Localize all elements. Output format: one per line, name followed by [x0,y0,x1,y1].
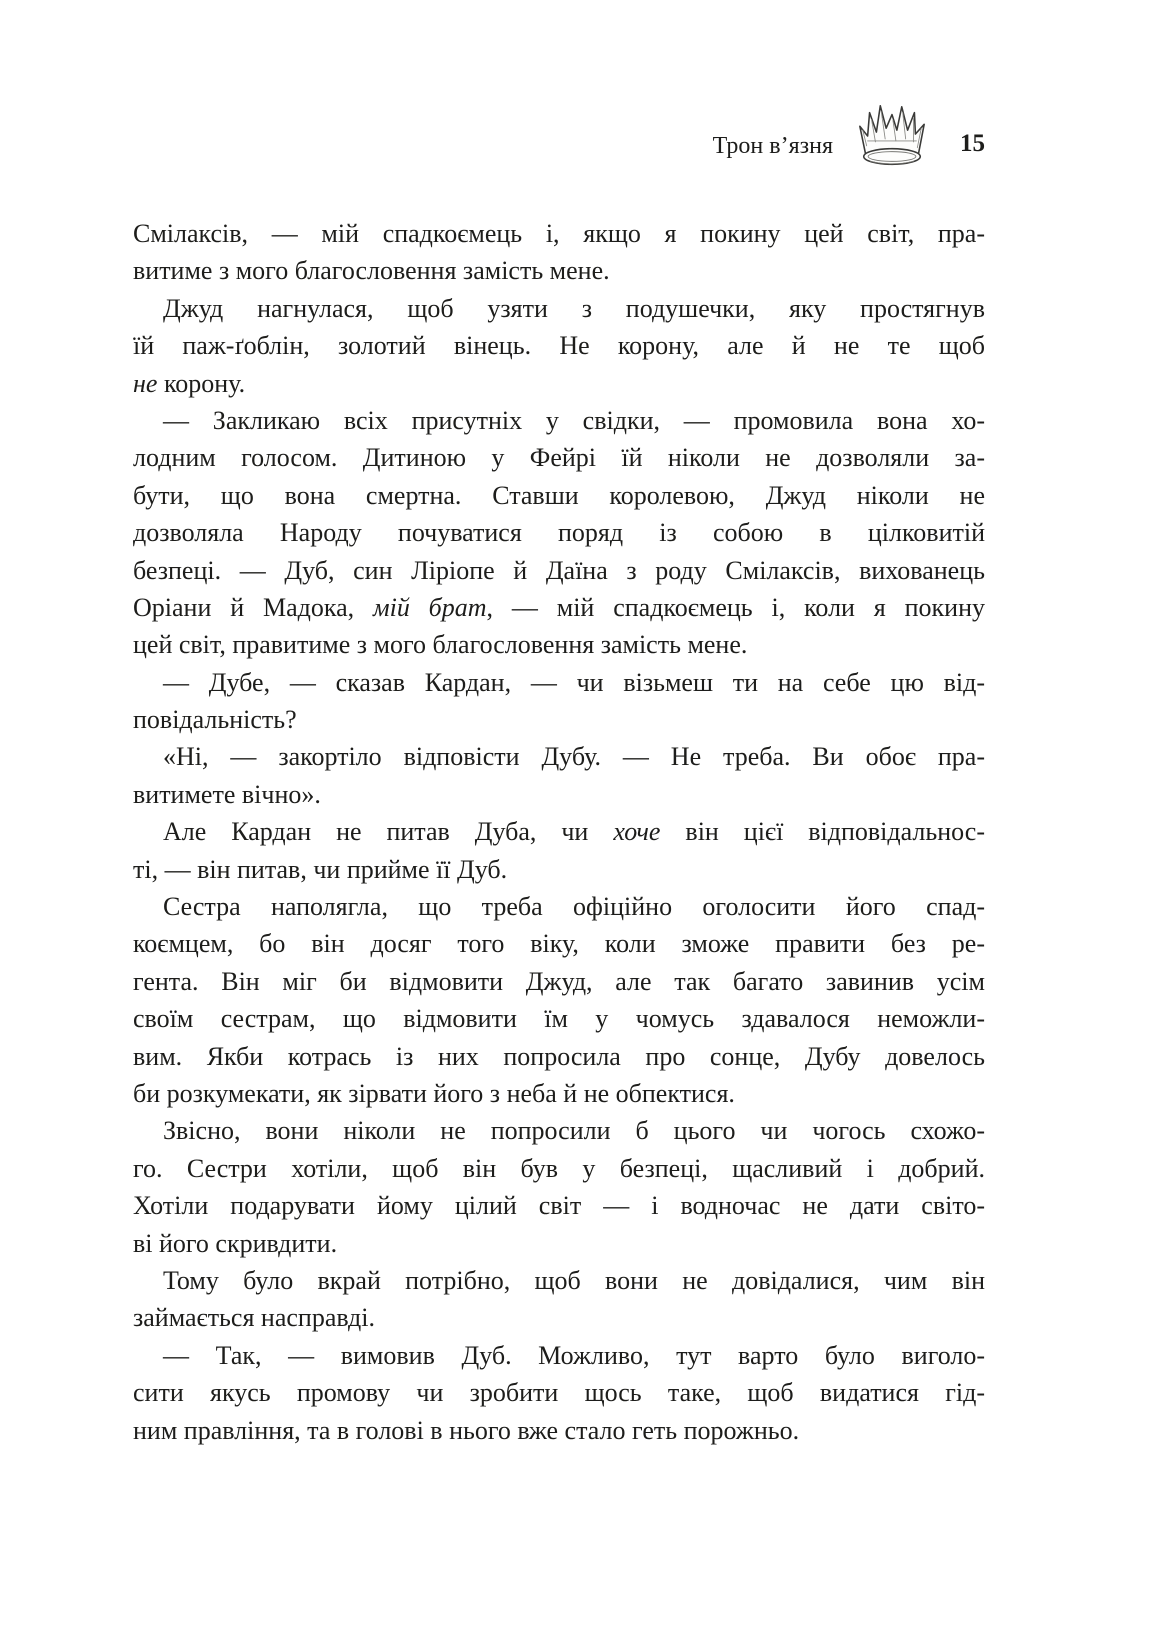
text-segment: коємцем, бо він досяг того віку, коли зможе правити без ре- [133,929,985,959]
text-segment: гента. Він міг би відмовити Джуд, але так багато завинив усім [133,966,985,996]
text-segment: , — мій спадкоємець і, коли я покину [486,592,985,622]
italic-text-segment: мій брат [373,592,487,622]
text-line [133,1225,985,1262]
text-line [133,1038,985,1075]
text-segment: Хотіли подарувати йому цілий світ — і водночас не дати світо- [133,1191,985,1221]
text-segment: Джуд нагнулася, щоб узяти з подушечки, яку простягнув [163,293,985,323]
text-segment: би розкумекати, як зірвати його з неба й не обпектися. [133,1078,735,1108]
text-segment: займається насправді. [133,1303,375,1333]
text-line [133,439,985,476]
text-segment: їй паж-ґоблін, золотий вінець. Не корону, але й не те щоб [133,331,985,361]
text-segment: вим. Якби котрась із них попросила про сонце, Дубу довелось [133,1041,985,1071]
text-line [133,701,985,738]
text-segment: він цієї відповідальнос- [660,817,985,847]
text-line [133,215,985,252]
text-segment: дозволяла Народу почуватися поряд із собою в цілковитій [133,518,985,548]
text-segment: Сестра наполягла, що треба офіційно оголосити його спад- [163,892,985,922]
text-line [133,589,985,626]
italic-text-segment: не [133,368,158,398]
text-segment: го. Сестри хотіли, щоб він був у безпеці, щасливий і добрий. [133,1153,985,1183]
text-line [133,327,985,364]
text-segment: бути, що вона смертна. Ставши королевою, Джуд ніколи не [133,480,985,510]
text-line [133,477,985,514]
text-line [133,664,985,701]
text-segment: корону. [157,368,246,398]
text-line [133,252,985,289]
text-segment: — Дубе, — сказав Кардан, — чи візьмеш ти на себе цю від- [163,667,985,697]
text-segment: — Закликаю всіх присутніх у свідки, — промовила вона хо- [163,405,985,435]
text-line [133,1412,985,1449]
text-line [133,738,985,775]
text-line [133,1337,985,1374]
text-line [133,365,985,402]
running-header [0,0,1166,185]
text-segment: своїм сестрам, що відмовити їм у чомусь здавалося неможли- [133,1004,985,1034]
text-segment: витимете вічно». [133,779,321,809]
text-segment: ті, — він питав, чи прийме її Дуб. [133,854,508,884]
text-line [133,290,985,327]
text-line [133,1112,985,1149]
text-line [133,1187,985,1224]
text-segment: Оріани й Мадока, [133,592,374,622]
text-line [133,514,985,551]
page-number: 15 [960,130,985,157]
text-segment: лодним голосом. Дитиною у Фейрі їй ніколи не дозволяли за- [133,443,985,473]
text-line [133,1000,985,1037]
text-segment: Але Кардан не питав Дуба, чи [163,817,614,847]
text-segment: Тому було вкрай потрібно, щоб вони не довідалися, чим він [163,1265,985,1295]
text-line [133,1150,985,1187]
text-line [133,888,985,925]
text-line [133,963,985,1000]
text-line [133,626,985,663]
text-segment: ві його скривдити. [133,1228,338,1258]
text-line [133,1374,985,1411]
text-line [133,813,985,850]
text-segment: Звісно, вони ніколи не попросили б цього чи чогось схожо- [163,1116,985,1146]
text-segment: — Так, — вимовив Дуб. Можливо, тут варто було виголо- [163,1340,985,1370]
text-line [133,1299,985,1336]
crown-icon [853,101,931,173]
text-line [133,776,985,813]
text-segment: повідальність? [133,705,297,735]
text-line [133,1075,985,1112]
text-segment: витиме з мого благословення замість мене. [133,256,610,286]
text-segment: безпеці. — Дуб, син Ліріопе й Даїна з роду Смілаксів, вихованець [133,555,985,585]
text-segment: сити якусь промову чи зробити щось таке, щоб видатися гід- [133,1378,985,1408]
text-segment: цей світ, правитиме з мого благословення замість мене. [133,630,748,660]
text-line [133,851,985,888]
text-line [133,552,985,589]
text-line [133,925,985,962]
text-segment: Смілаксів, — мій спадкоємець і, якщо я покину цей світ, пра- [133,219,985,248]
text-line [133,1262,985,1299]
body-text [133,215,985,1449]
text-line [133,402,985,439]
text-segment: ним правління, та в голові в нього вже стало геть порожньо. [133,1415,800,1445]
running-title: Трон в’язня [712,133,833,159]
italic-text-segment: хоче [613,817,661,847]
text-segment: «Ні, — закортіло відповісти Дубу. — Не треба. Ви обоє пра- [163,742,985,772]
